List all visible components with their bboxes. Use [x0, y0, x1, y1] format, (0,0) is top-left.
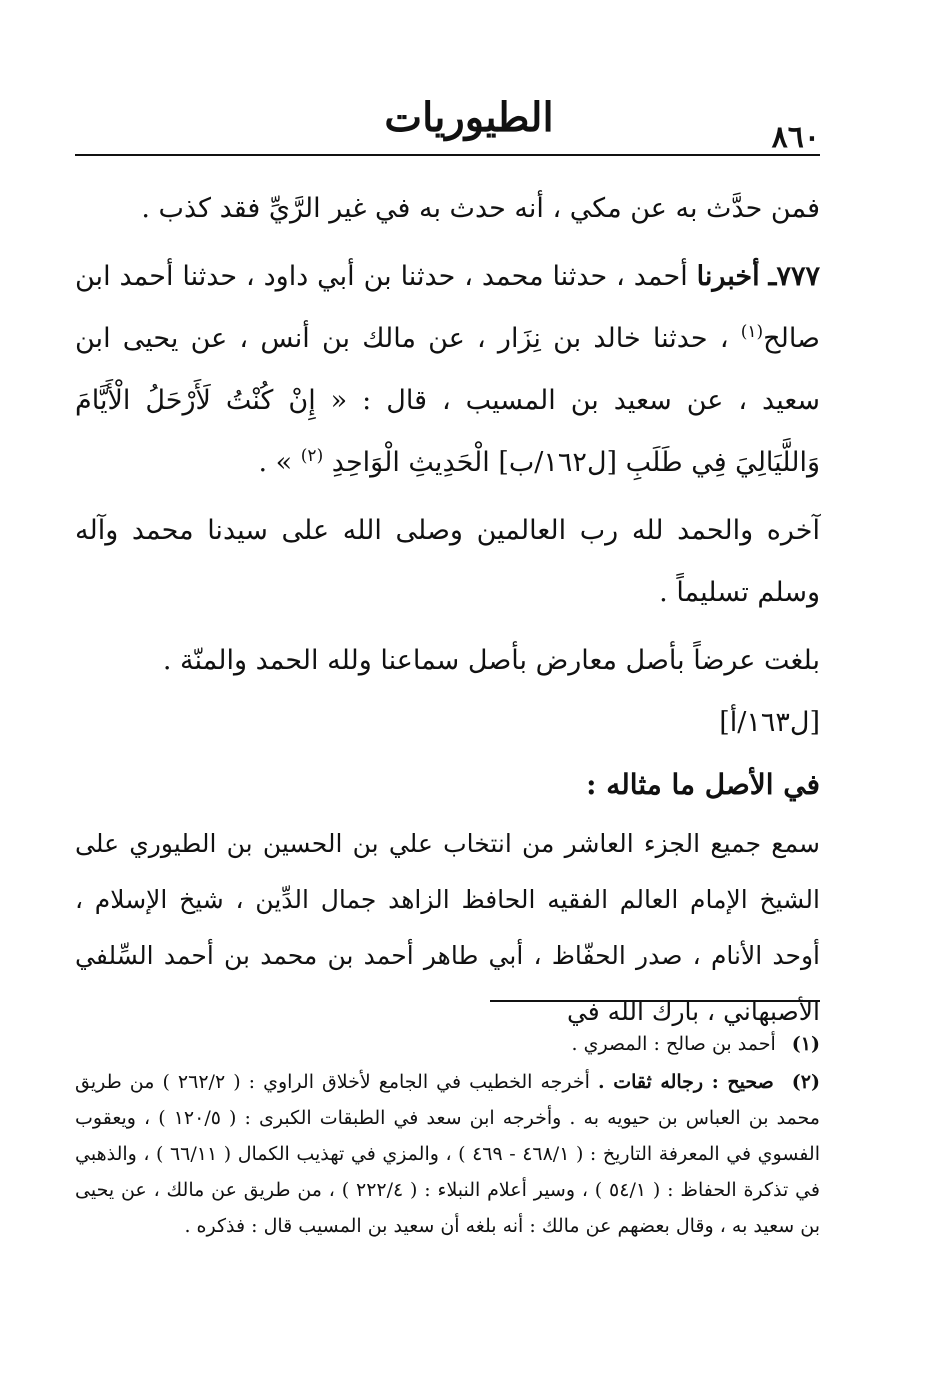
folio-reference: [ل١٦٣/أ] [719, 707, 820, 738]
colophon-paragraph: سمع جميع الجزء العاشر من انتخاب علي بن الحسين بن الطيوري على الشيخ الإمام العالم الفقيه الحافظ الزاهد جمال الدِّين ، شيخ الإسلام ، أوحد الأنام ، صدر الحفّاظ ، أبي طاهر أحمد بن محمد بن أحمد السِّلفي الأصبهاني ، بارك الله في [75, 829, 820, 1026]
page-number: ٨٦٠ [771, 120, 820, 155]
narration-number: ٧٧٧ـ [768, 261, 820, 292]
footnote-ref-1[interactable]: (١) [740, 322, 764, 342]
text-line-opening: فمن حدَّث به عن مكي ، أنه حدث به في غير الرَّيِّ فقد كذب . [141, 193, 820, 224]
footnote-text: أخرجه الخطيب في الجامع لأخلاق الراوي : ( ٢٦٢/٢ ) من طريق محمد بن العباس بن حيويه به . وأخرجه ابن سعد في الطبقات الكبرى : ( ١٢٠/٥ ) ، ويعقوب الفسوي في المعرفة التاريخ : ( ٤٦٨/١ - ٤٦٩ ) ، والمزي في تهذيب الكمال ( ٦٦/١١ ) ، والذهبي في تذكرة الحفاظ : ( ٥٤/١ ) ، وسير أعلام النبلاء : ( ٢٢٢/٤ ) ، من طريق عن مالك ، عن يحيى بن سعيد به ، وقال بعضهم عن مالك : أنه بلغه أن سعيد بن المسيب قال : فذكره . [75, 1071, 820, 1237]
footnote-text: أحمد بن صالح : المصري . [571, 1033, 776, 1055]
footnote-1 [75, 1026, 820, 1062]
closing-paragraph: آخره والحمد لله رب العالمين وصلى الله على سيدنا محمد وآله وسلم تسليماً . [75, 515, 820, 608]
header-rule [75, 154, 820, 156]
footnotes [75, 1026, 820, 1246]
narration-text: أحمد ، حدثنا محمد ، حدثنا بن أبي داود ، حدثنا أحمد ابن صالح [75, 261, 820, 354]
section-heading: في الأصل ما مثاله : [586, 768, 820, 801]
footnote-ref-2[interactable]: (٢) [300, 446, 324, 466]
footnote-grading: صحيح : رجاله ثقات . [597, 1071, 774, 1093]
narration-paragraph [75, 246, 820, 494]
footnote-mark: (١) [791, 1033, 820, 1055]
footnote-2 [75, 1064, 820, 1244]
narration-text: ، حدثنا خالد بن نِزَار ، عن مالك بن أنس ، عن يحيى ابن سعيد ، عن سعيد بن المسيب ، قال : « إِنْ كُنْتُ لَأَرْحَلُ الْأَيَّامَ وَاللَّيَالِيَ فِي طَلَبِ [ل١٦٢/ب] الْحَدِيثِ الْوَاحِدِ [75, 323, 820, 478]
footnote-mark: (٢) [791, 1071, 820, 1093]
narration-lead: أخبرنا [696, 261, 760, 292]
collation-paragraph: بلغت عرضاً بأصل معارض بأصل سماعنا ولله الحمد والمنّة . [162, 645, 820, 676]
main-text [75, 178, 820, 1040]
footnote-rule [490, 1000, 820, 1002]
narration-text: » . [258, 447, 293, 478]
running-title: الطيوريات [384, 94, 554, 141]
